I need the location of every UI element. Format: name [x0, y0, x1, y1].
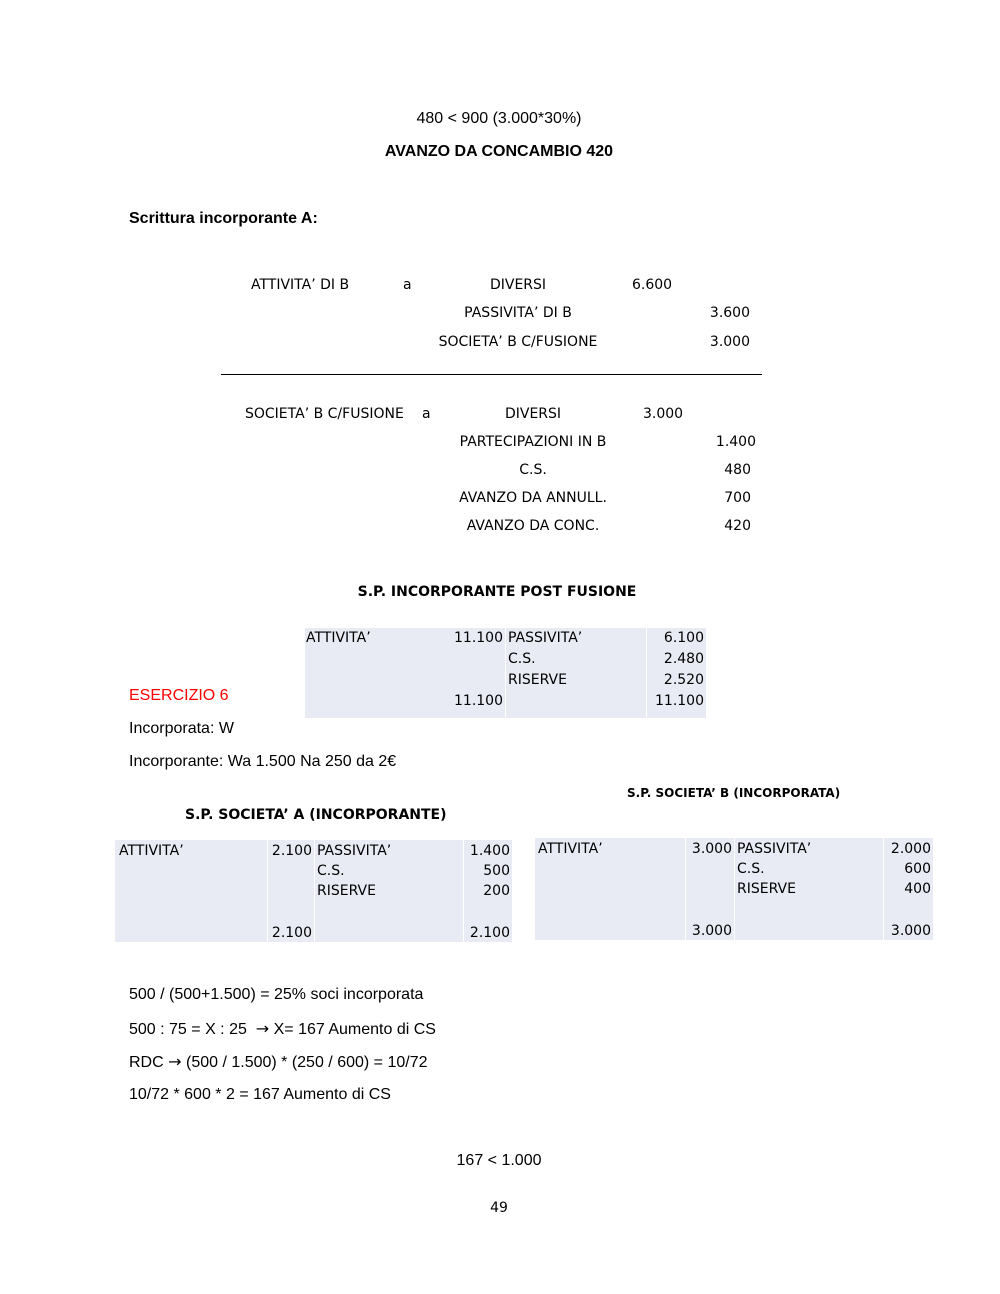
journal-credit-label: SOCIETA’ B C/FUSIONE	[438, 334, 598, 350]
sp-a-table	[115, 840, 512, 942]
journal-credit-amount: 3.600	[709, 305, 750, 321]
sp-left-total: 3.000	[691, 923, 732, 939]
page-number: 49	[490, 1200, 508, 1216]
sp-post-table	[305, 628, 706, 718]
journal-credit-amount: 700	[724, 490, 751, 506]
journal-credit-label: AVANZO DA CONC.	[466, 518, 600, 534]
journal-credit-amount: 3.000	[709, 334, 750, 350]
calc-formula: (500 / 1.500) * (250 / 600) = 10/72	[185, 1054, 428, 1071]
calc-proportion: 500 : 75 = X : 25	[129, 1021, 247, 1038]
arrow-right-icon: →	[168, 1052, 182, 1071]
journal-credit-label: PASSIVITA’ DI B	[464, 305, 572, 321]
sp-right-label: C.S.	[737, 861, 765, 877]
sp-b-table	[535, 838, 933, 940]
journal-credit-label: AVANZO DA ANNULL.	[459, 490, 607, 506]
sp-right-total: 2.100	[469, 925, 510, 941]
sp-left-label: ATTIVITA’	[119, 843, 184, 859]
sp-right-amount: 2.000	[890, 841, 931, 857]
sp-right-amount: 400	[904, 881, 931, 897]
journal-diversi: DIVERSI	[489, 277, 547, 293]
sp-left-label: ATTIVITA’	[306, 630, 371, 646]
comparison-line: 480 < 900 (3.000*30%)	[416, 110, 582, 127]
sp-left-amount: 11.100	[454, 630, 503, 646]
sp-right-amount: 600	[904, 861, 931, 877]
sp-right-total: 11.100	[655, 693, 704, 709]
final-comparison: 167 < 1.000	[456, 1152, 542, 1169]
sp-left-amount: 2.100	[271, 843, 312, 859]
calc-line-4: 10/72 * 600 * 2 = 167 Aumento di CS	[129, 1086, 391, 1103]
incorporante-line: Incorporante: Wa 1.500 Na 250 da 2€	[129, 753, 397, 770]
sp-left-total: 2.100	[271, 925, 312, 941]
sp-right-label: PASSIVITA’	[317, 843, 392, 859]
sp-left-amount: 3.000	[691, 841, 732, 857]
incorporata-line: Incorporata: W	[129, 720, 234, 737]
journal-credit-label: PARTECIPAZIONI IN B	[459, 434, 607, 450]
journal-a: a	[403, 277, 412, 293]
sp-right-label: C.S.	[508, 651, 536, 667]
avanzo-heading: AVANZO DA CONCAMBIO 420	[384, 143, 614, 160]
sp-right-amount: 2.520	[663, 672, 704, 688]
calc-line-2	[129, 1019, 436, 1039]
sp-right-amount: 2.480	[663, 651, 704, 667]
journal-credit-amount: 480	[724, 462, 751, 478]
calc-line-3	[129, 1052, 427, 1072]
journal-total: 6.600	[632, 277, 673, 293]
exercise-title: ESERCIZIO 6	[129, 687, 229, 704]
sp-right-label: RISERVE	[737, 881, 796, 897]
journal-credit-label: C.S.	[519, 462, 547, 478]
journal-divider	[221, 374, 762, 375]
sp-left-label: ATTIVITA’	[538, 841, 603, 857]
sp-right-amount: 1.400	[469, 843, 510, 859]
sp-b-title: S.P. SOCIETA’ B (INCORPORATA)	[627, 786, 841, 800]
sp-right-label: C.S.	[317, 863, 345, 879]
sp-right-label: RISERVE	[508, 672, 567, 688]
sp-left-total: 11.100	[454, 693, 503, 709]
sp-post-title: S.P. INCORPORANTE POST FUSIONE	[357, 584, 637, 600]
journal-total: 3.000	[643, 406, 684, 422]
journal-debit-account: SOCIETA’ B C/FUSIONE	[245, 406, 404, 422]
sp-right-label: RISERVE	[317, 883, 376, 899]
calc-rdc: RDC	[129, 1054, 164, 1071]
sp-right-total: 3.000	[890, 923, 931, 939]
sp-a-title: S.P. SOCIETA’ A (INCORPORANTE)	[185, 807, 447, 823]
journal-a: a	[422, 406, 431, 422]
sp-right-label: PASSIVITA’	[508, 630, 583, 646]
sp-right-amount: 200	[483, 883, 510, 899]
section-title: Scrittura incorporante A:	[129, 210, 318, 227]
journal-diversi: DIVERSI	[504, 406, 562, 422]
sp-right-amount: 500	[483, 863, 510, 879]
journal-credit-amount: 420	[724, 518, 751, 534]
journal-debit-account: ATTIVITA’ DI B	[251, 277, 350, 293]
sp-right-amount: 6.100	[663, 630, 704, 646]
sp-right-label: PASSIVITA’	[737, 841, 812, 857]
journal-credit-amount: 1.400	[715, 434, 756, 450]
calc-result: X= 167 Aumento di CS	[273, 1021, 436, 1038]
calc-line-1: 500 / (500+1.500) = 25% soci incorporata	[129, 986, 424, 1003]
arrow-right-icon: →	[255, 1019, 270, 1038]
